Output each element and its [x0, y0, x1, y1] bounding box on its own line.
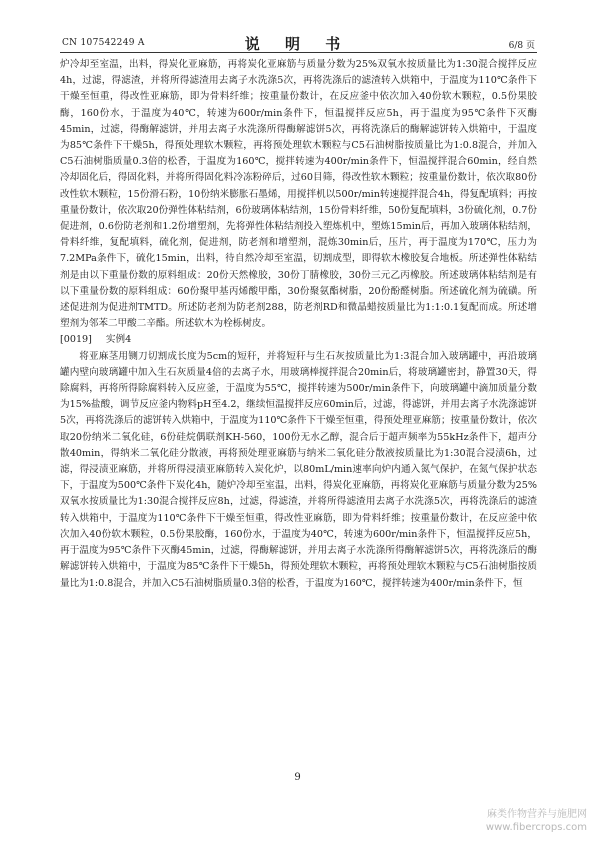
page-header: [0, 0, 595, 53]
paragraph-number: [0019]: [60, 334, 92, 346]
header-rule: [60, 52, 537, 53]
example-label: 实例4: [105, 334, 132, 346]
body-paragraph-1: 炉冷却至室温，出料，得炭化亚麻筋，再将炭化亚麻筋与质量分数为25%双氧水按质量比为1:30混合搅拌反应4h，过滤，得滤渣，并将所得滤渣用去离子水洗涤5次，再将洗涤后的滤渣转入烘箱中，于温度为110℃条件下干燥至恒重，得改性亚麻筋，即为骨料纤维；按重量份数计，在反应釜中依次加入40份软木颗粒，0.5份果胶酶，160份水，于温度为40℃，转速为600r/min条件下，恒温搅拌反应5h，再于温度为95℃条件下灭酶45min，过滤，得酶解滤饼，并用去离子水洗涤所得酶解滤饼5次，再将洗涤后的酶解滤饼转入烘箱中，于温度为85℃条件下干燥5h，得预处理软木颗粒，再将预处理软木颗粒与C5石油树脂按质量比为1:0.8混合，并加入C5石油树脂质量0.3倍的松香，于温度为160℃，搅拌转速为400r/min条件下，恒温搅拌混合60min，经自然冷却固化后，得固化料，并将所得固化料冷冻粉碎后，过60目筛，得改性软木颗粒；按重量份数计，依次取80份改性软木颗粒，15份滑石粉，10份纳米膨胀石墨烯，用搅拌机以500r/min转速搅拌混合4h，得复配填料；再按重量份数计，依次取20份弹性体粘结剂，6份玻璃体粘结剂，15份骨料纤维，50份复配填料，3份硫化剂，0.7份促进剂，0.6份防老剂和1.2份增塑剂，先将弹性体粘结剂投入塑炼机中，塑炼15min后，再加入玻璃体粘结剂，骨料纤维，复配填料，硫化剂，促进剂，防老剂和增塑剂，混炼30min后，压片，再于温度为170℃，压力为7.2MPa条件下，硫化15min，出料，待自然冷却至室温，切割成型，即得软木橡胶复合地板。所述弹性体粘结剂是由以下重量份数的原料组成：20份天然橡胶，30份丁腈橡胶，30份三元乙丙橡胶。所述玻璃体粘结剂是有以下重量份数的原料组成：60份聚甲基丙烯酸甲酯，30份聚氨酯树脂，20份酚醛树脂。所述硫化剂为硫磺。所述促进剂为促进剂TMTD。所述防老剂为防老剂288，防老剂RD和微晶蜡按质量比为1:1:0.1复配而成。所述增塑剂为邻苯二甲酸二辛酯。所述软木为栓栎树皮。: [60, 59, 537, 330]
watermark-line-2: www.fibercrops.com: [485, 822, 587, 833]
watermark: [486, 808, 587, 834]
page-fraction: 6/8 页: [508, 41, 535, 51]
page-number: 9: [294, 772, 301, 783]
example-heading: [60, 332, 537, 348]
watermark-line-1: 麻类作物营养与施肥网: [487, 809, 587, 820]
document-title: 说 明 书: [244, 35, 351, 53]
publication-number: CN 107542249 A: [62, 38, 145, 48]
body-paragraph-2: 将亚麻茎用铡刀切割成长度为5cm的短秆，并将短秆与生石灰按质量比为1:3混合加入玻璃罐中，再沿玻璃罐内壁向玻璃罐中加入生石灰质量4倍的去离子水，用玻璃棒搅拌混合20min后，将玻璃罐密封，静置30天，得除腐料，再将所得除腐料转入反应釜，于温度为55℃，搅拌转速为500r/min条件下，向玻璃罐中滴加质量分数为15%盐酸，调节反应釜内物料pH至4.2，继续恒温搅拌反应60min后，过滤，得滤饼，并用去离子水洗涤滤饼5次，再将洗涤后的滤饼转入烘箱中，于温度为110℃条件下干燥至恒重，得预处理亚麻筋；按重量份数计，依次取20份纳米二氧化硅，6份硅烷偶联剂KH-560，100份无水乙醇，混合后于超声频率为55kHz条件下，超声分散40min，得纳米二氧化硅分散液，再将预处理亚麻筋与纳米二氧化硅分散液按质量比为1:30混合浸渍6h，过滤，得浸渍亚麻筋，并将所得浸渍亚麻筋转入炭化炉，以80mL/min速率向炉内通入氮气保护，在氮气保护状态下，于温度为500℃条件下炭化4h，随炉冷却至室温，出料，得炭化亚麻筋，再将炭化亚麻筋与质量分数为25%双氧水按质量比为1:30混合搅拌反应8h，过滤，得滤渣，并将所得滤渣用去离子水洗涤5次，再将洗涤后的滤渣转入烘箱中，于温度为110℃条件下干燥至恒重，得改性亚麻筋，即为骨料纤维；按重量份数计，在反应釜中依次加入40份软木颗粒，0.5份果胶酶，160份水，于温度为40℃，转速为600r/min条件下，恒温搅拌反应5h，再于温度为95℃条件下灭酶45min，过滤，得酶解滤饼，并用去离子水洗涤所得酶解滤饼5次，再将洗涤后的酶解滤饼转入烘箱中，于温度为85℃条件下干燥5h，得预处理软木颗粒，再将预处理软木颗粒与C5石油树脂按质量比为1:0.8混合，并加入C5石油树脂质量0.3倍的松香，于温度为160℃，搅拌转速为400r/min条件下，恒: [60, 350, 537, 589]
document-body: [60, 57, 537, 592]
